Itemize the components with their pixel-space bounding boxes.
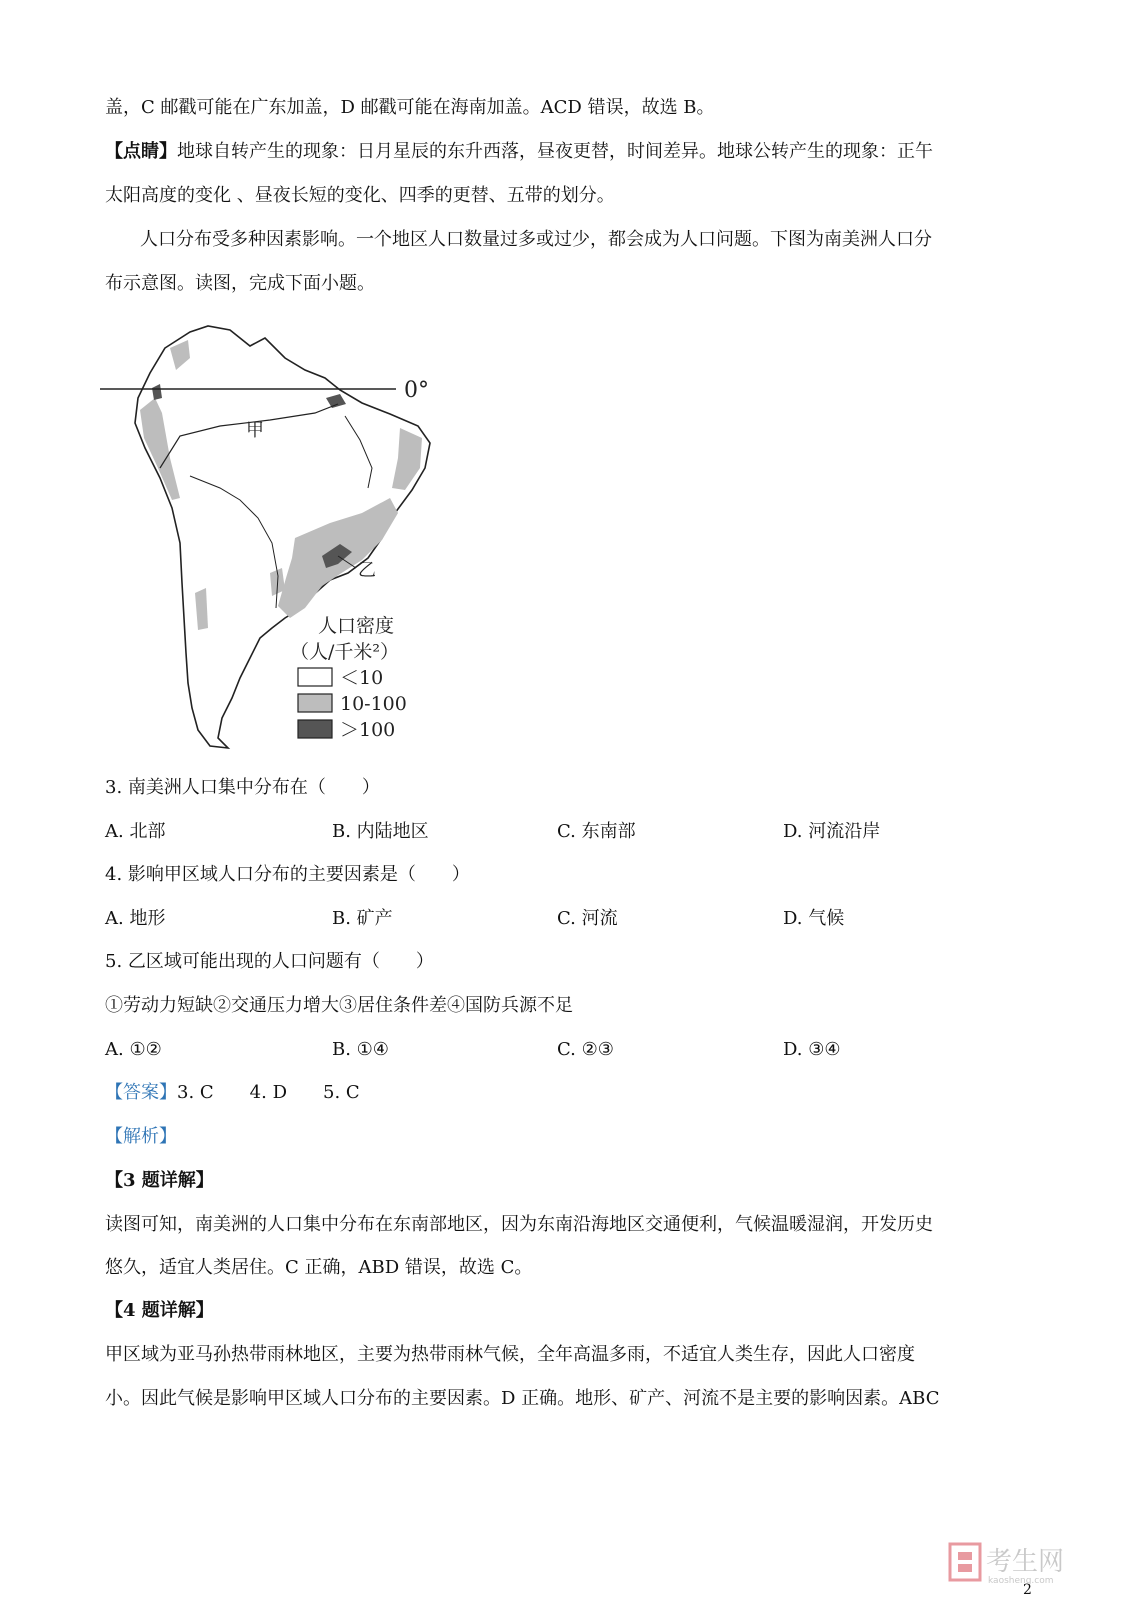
region-label-jia: 甲 — [246, 420, 264, 441]
page-number: 2 — [1023, 1582, 1032, 1598]
option-b: B. 内陆地区 — [332, 821, 429, 842]
paragraph-line — [105, 140, 933, 164]
detail3-text: 悠久，适宜人类居住。C 正确，ABD 错误，故选 C。 — [105, 1257, 533, 1278]
option-a: A. 北部 — [105, 821, 166, 842]
option-b: B. 矿产 — [332, 908, 393, 929]
equator-label: 0° — [404, 378, 429, 403]
tip-tag: 【点睛】 — [105, 141, 177, 162]
option-a: A. ①② — [105, 1039, 162, 1060]
intro-line: 人口分布受多种因素影响。一个地区人口数量过多或过少，都会成为人口问题。下图为南美洲人口分 — [140, 229, 932, 250]
detail4-text: 甲区域为亚马孙热带雨林地区，主要为热带雨林气候，全年高温多雨，不适宜人类生存，因此人口密度 — [105, 1344, 915, 1365]
option-c: C. 河流 — [557, 908, 618, 929]
watermark — [948, 1540, 1108, 1586]
region-label-yi: 乙 — [358, 560, 376, 581]
legend-swatch-high — [298, 720, 332, 738]
answer-4: 4. D — [249, 1082, 287, 1103]
answer-line — [105, 1081, 360, 1105]
question-stem: 3. 南美洲人口集中分布在（ ） — [105, 777, 380, 798]
intro-line: 布示意图。读图，完成下面小题。 — [105, 273, 375, 294]
option-c: C. ②③ — [557, 1039, 614, 1060]
question-stem: 5. 乙区域可能出现的人口问题有（ ） — [105, 951, 434, 972]
watermark-logo-icon — [948, 1540, 1108, 1586]
detail4-text: 小。因此气候是影响甲区域人口分布的主要因素。D 正确。地形、矿产、河流不是主要的影响因素。ABC — [105, 1388, 940, 1409]
paragraph-line: 盖，C 邮戳可能在广东加盖，D 邮戳可能在海南加盖。ACD 错误，故选 B。 — [105, 97, 715, 118]
option-d: D. ③④ — [783, 1039, 841, 1060]
watermark-subtext: kaosheng.com — [988, 1576, 1054, 1586]
question-sub-items: ①劳动力短缺②交通压力增大③居住条件差④国防兵源不足 — [105, 995, 573, 1016]
legend-unit: （人/千米²） — [290, 641, 400, 663]
legend-swatch-low — [298, 668, 332, 686]
answer-3: 3. C — [177, 1082, 214, 1103]
answer-tag: 【答案】 — [105, 1082, 177, 1103]
analysis-tag: 【解析】 — [105, 1126, 177, 1147]
option-b: B. ①④ — [332, 1039, 389, 1060]
detail3-tag: 【3 题详解】 — [105, 1170, 214, 1191]
legend-label-high: ＞100 — [340, 719, 396, 741]
detail3-text: 读图可知，南美洲的人口集中分布在东南部地区，因为东南沿海地区交通便利，气候温暖湿润，开发历史 — [105, 1214, 933, 1235]
detail4-tag: 【4 题详解】 — [105, 1300, 214, 1321]
option-a: A. 地形 — [105, 908, 166, 929]
watermark-text: 考生网 — [986, 1547, 1065, 1577]
legend-swatch-medium — [298, 694, 332, 712]
legend-title: 人口密度 — [318, 615, 395, 637]
south-america-population-map — [100, 318, 429, 758]
question-stem: 4. 影响甲区域人口分布的主要因素是（ ） — [105, 864, 470, 885]
paragraph-line: 太阳高度的变化 、昼夜长短的变化、四季的更替、五带的划分。 — [105, 185, 615, 206]
answer-5: 5. C — [323, 1082, 360, 1103]
option-c: C. 东南部 — [557, 821, 636, 842]
legend-label-low: ＜10 — [340, 667, 384, 689]
option-d: D. 气候 — [783, 908, 845, 929]
tip-text: 地球自转产生的现象：日月星辰的东升西落，昼夜更替，时间差异。地球公转产生的现象：正午 — [177, 141, 933, 162]
legend-label-medium: 10-100 — [340, 693, 407, 715]
option-d: D. 河流沿岸 — [783, 821, 881, 842]
